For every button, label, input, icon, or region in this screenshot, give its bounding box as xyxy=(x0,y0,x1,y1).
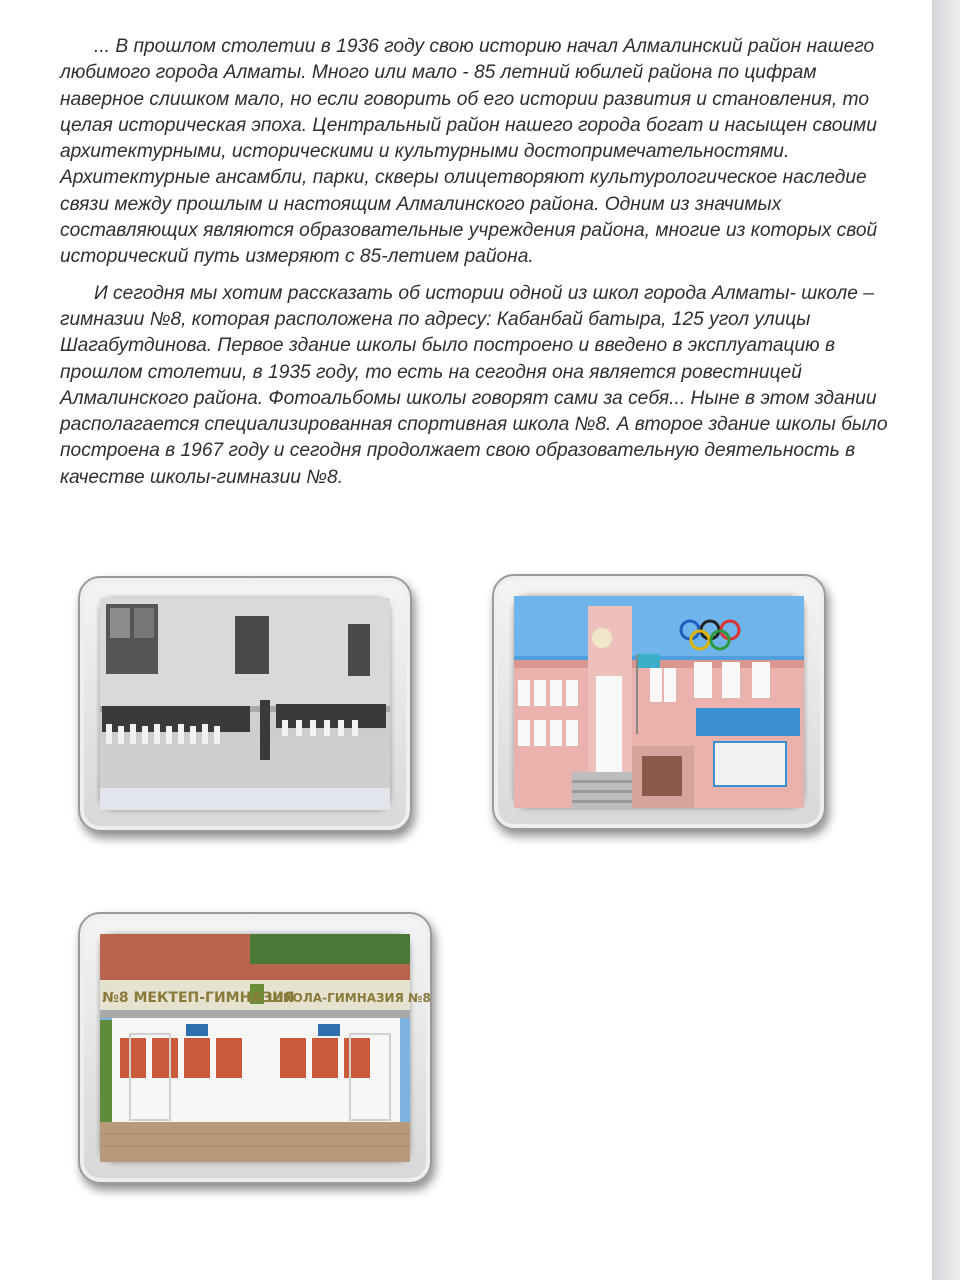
photo-sports-school xyxy=(514,596,804,808)
photo-gymnasium xyxy=(100,934,431,1162)
photo-frame-old-school xyxy=(78,576,412,832)
photo-frame-gymnasium xyxy=(78,912,432,1184)
article-text xyxy=(60,34,900,491)
old-school-image xyxy=(100,598,390,810)
gymnasium-image xyxy=(100,934,431,1162)
sign-text-russian: ШКОЛА-ГИМНАЗИЯ №8 xyxy=(268,991,431,1005)
paragraph-1: ... В прошлом столетии в 1936 году свою историю начал Алмалинский район нашего любимого города Алматы. Много или мало - 85 летний юбилей района по цифрам наверное слишком мало, но если говорить об его истории развития и становления, то целая историческая эпоха. Центральный район нашего города богат и насыщен своими архитектурными, историческими и культурными достопримечательностями. Архитектурные ансамбли, парки, скверы олицетворяют культурологическое наследие связи между прошлым и настоящим Алмалинского района. Одним из значимых составляющих являются образовательные учреждения района, многие из которых свой исторический путь измеряют с 85-летием района. xyxy=(60,36,878,268)
sign-text-kazakh: №8 МЕКТЕП-ГИМНАЗИЯ xyxy=(102,990,295,1006)
page-edge xyxy=(932,0,960,1280)
sports-school-image xyxy=(514,596,804,808)
paragraph-2: И сегодня мы хотим рассказать об истории одной из школ города Алматы- школе –гимназии №8, которая расположена по адресу: Кабанбай батыра, 125 угол улицы Шагабутдинова. Первое здание школы было построено и введено в эксплуатацию в прошлом столетии, в 1935 году, то есть на сегодня она является ровестницей Алмалинского района. Фотоальбомы школы говорят сами за себя... Ныне в этом здании располагается специализированная спортивная школа №8. А второе здание школы было построена в 1967 году и сегодня продолжает свою образовательную деятельность в качестве школы-гимназии №8. xyxy=(60,282,888,488)
photo-old-school xyxy=(100,598,390,810)
photo-frame-sports-school xyxy=(492,574,826,830)
